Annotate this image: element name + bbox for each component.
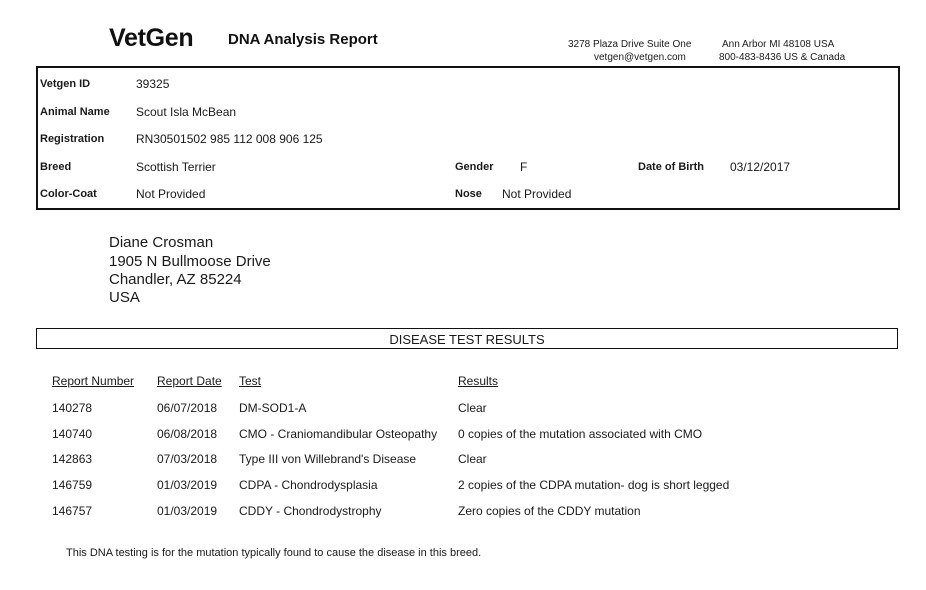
vetgen-id-value: 39325	[136, 77, 170, 91]
col-report-number: Report Number	[52, 374, 135, 388]
animal-name-label: Animal Name	[40, 106, 110, 118]
animal-name-value: Scout Isla McBean	[136, 105, 237, 119]
company-address: 3278 Plaza Drive Suite One	[568, 39, 692, 50]
company-email: vetgen@vetgen.com	[594, 52, 686, 63]
company-phone: 800-483-8436 US & Canada	[719, 52, 846, 63]
registration-label: Registration	[40, 133, 105, 145]
color-coat-value: Not Provided	[136, 187, 206, 201]
table-cell: DM-SOD1-A	[239, 401, 307, 415]
table-cell: 140740	[52, 427, 93, 441]
vetgen-logo: VetGen	[109, 24, 194, 52]
nose-label: Nose	[455, 188, 482, 200]
table-cell: 146757	[52, 504, 93, 518]
table-cell: 01/03/2019	[157, 478, 218, 492]
nose-value: Not Provided	[502, 187, 572, 201]
col-report-date: Report Date	[157, 374, 222, 388]
table-cell: 06/08/2018	[157, 427, 218, 441]
table-cell: CDPA - Chondrodysplasia	[239, 478, 378, 492]
table-cell: 06/07/2018	[157, 401, 218, 415]
table-cell: Clear	[458, 452, 487, 466]
table-cell: 140278	[52, 401, 93, 415]
dob-value: 03/12/2017	[730, 160, 791, 174]
col-test: Test	[239, 374, 262, 388]
table-cell: 0 copies of the mutation associated with CMO	[458, 427, 703, 441]
table-cell: 07/03/2018	[157, 452, 218, 466]
gender-value: F	[520, 160, 528, 174]
owner-street: 1905 N Bullmoose Drive	[109, 253, 271, 270]
company-city: Ann Arbor MI 48108 USA	[722, 39, 835, 50]
table-cell: 2 copies of the CDPA mutation- dog is short legged	[458, 478, 730, 492]
footnote: This DNA testing is for the mutation typically found to cause the disease in this breed.	[66, 547, 482, 559]
gender-label: Gender	[455, 161, 494, 173]
table-cell: CMO - Craniomandibular Osteopathy	[239, 427, 438, 441]
vetgen-id-label: Vetgen ID	[40, 78, 91, 90]
table-cell: Type III von Willebrand's Disease	[239, 452, 417, 466]
registration-value: RN30501502 985 112 008 906 125	[136, 132, 323, 146]
table-cell: Clear	[458, 401, 487, 415]
color-coat-label: Color-Coat	[40, 188, 97, 200]
breed-value: Scottish Terrier	[136, 160, 216, 174]
table-cell: 01/03/2019	[157, 504, 218, 518]
table-cell: 146759	[52, 478, 93, 492]
breed-label: Breed	[40, 161, 72, 173]
report-title: DNA Analysis Report	[228, 31, 378, 48]
owner-city: Chandler, AZ 85224	[109, 271, 242, 288]
results-section-title: DISEASE TEST RESULTS	[389, 332, 545, 347]
table-cell: CDDY - Chondrodystrophy	[239, 504, 382, 518]
dob-label: Date of Birth	[638, 161, 704, 173]
owner-name: Diane Crosman	[109, 234, 214, 251]
col-results: Results	[458, 374, 499, 388]
owner-country: USA	[109, 289, 140, 306]
table-cell: 142863	[52, 452, 93, 466]
table-cell: Zero copies of the CDDY mutation	[458, 504, 641, 518]
